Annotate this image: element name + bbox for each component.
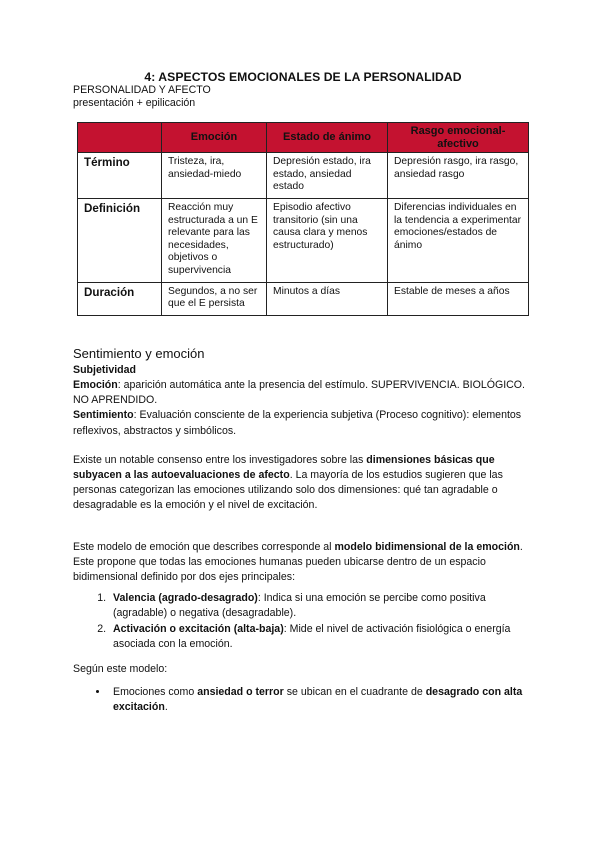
model-paragraph: Este modelo de emoción que describes corresponde al modelo bidimensional de la emoción. Este propone que todas las emociones humanas pueden ubicarse dentro de un espacio bidimensional definido por dos ejes principales: bbox=[73, 540, 523, 583]
page-title: 4: ASPECTOS EMOCIONALES DE LA PERSONALIDAD bbox=[144, 70, 462, 84]
examples-list bbox=[73, 685, 533, 715]
table-header-estado: Estado de ánimo bbox=[267, 123, 388, 153]
table-cell: Depresión estado, ira estado, ansiedad estado bbox=[267, 153, 388, 199]
table-header-emocion: Emoción bbox=[162, 123, 267, 153]
table-row bbox=[78, 153, 529, 199]
table-cell: Depresión rasgo, ira rasgo, ansiedad rasgo bbox=[388, 153, 529, 199]
list-item: 2. Activación o excitación (alta-baja): Mide el nivel de activación fisiológica o energía asociada con la emoción. bbox=[109, 622, 533, 652]
consensus-paragraph: Existe un notable consenso entre los investigadores sobre las dimensiones básicas que subyacen a las autoevaluaciones de afecto. La mayoría de los estudios sugieren que las personas categorizan las emociones utilizando solo dos dimensiones: qué tan agradable o desagradable es la emoción y el nivel de excitación. bbox=[73, 453, 503, 512]
dimensions-list bbox=[73, 591, 533, 652]
emocion-definition: Emoción: aparición automática ante la presencia del estímulo. SUPERVIVENCIA. BIOLÓGICO. NO APRENDIDO. bbox=[73, 378, 525, 407]
list-item: 1. Valencia (agrado-desagrado): Indica si una emoción se percibe como positiva (agradable) o negativa (desagradable). bbox=[109, 591, 533, 621]
sentimiento-definition: Sentimiento: Evaluación consciente de la experiencia subjetiva (Proceso cognitivo): elementos reflexivos, abstractos y simbólicos. bbox=[73, 409, 522, 437]
table-row bbox=[78, 282, 529, 315]
subtitle-personalidad: PERSONALIDAD Y AFECTO bbox=[73, 84, 211, 96]
table-cell: Diferencias individuales en la tendencia a experimentar emociones/estados de ánimo bbox=[388, 198, 529, 282]
table-row bbox=[78, 198, 529, 282]
section-subheading: Subjetividad bbox=[73, 363, 136, 376]
table-cell: Minutos a días bbox=[267, 282, 388, 315]
row-label-duracion: Duración bbox=[78, 282, 162, 315]
list-item: • Emociones como ansiedad o terror se ubican en el cuadrante de desagrado con alta excitación. bbox=[109, 685, 533, 715]
table-header-rasgo: Rasgo emocional-afectivo bbox=[388, 123, 529, 153]
subtitle-presentacion: presentación + epilicación bbox=[73, 97, 196, 109]
table-cell: Reacción muy estructurada a un E relevante para las necesidades, objetivos o supervivencia bbox=[162, 198, 267, 282]
segun-paragraph: Según este modelo: bbox=[73, 662, 168, 675]
row-label-definicion: Definición bbox=[78, 198, 162, 282]
table-cell: Tristeza, ira, ansiedad-miedo bbox=[162, 153, 267, 199]
row-label-termino: Término bbox=[78, 153, 162, 199]
table-cell: Episodio afectivo transitorio (sin una causa clara y menos estructurado) bbox=[267, 198, 388, 282]
table-header-empty bbox=[78, 123, 162, 153]
comparison-table bbox=[77, 122, 529, 316]
table-cell: Segundos, a no ser que el E persista bbox=[162, 282, 267, 315]
table-cell: Estable de meses a años bbox=[388, 282, 529, 315]
document-page bbox=[73, 70, 533, 716]
section-heading: Sentimiento y emoción bbox=[73, 345, 205, 361]
